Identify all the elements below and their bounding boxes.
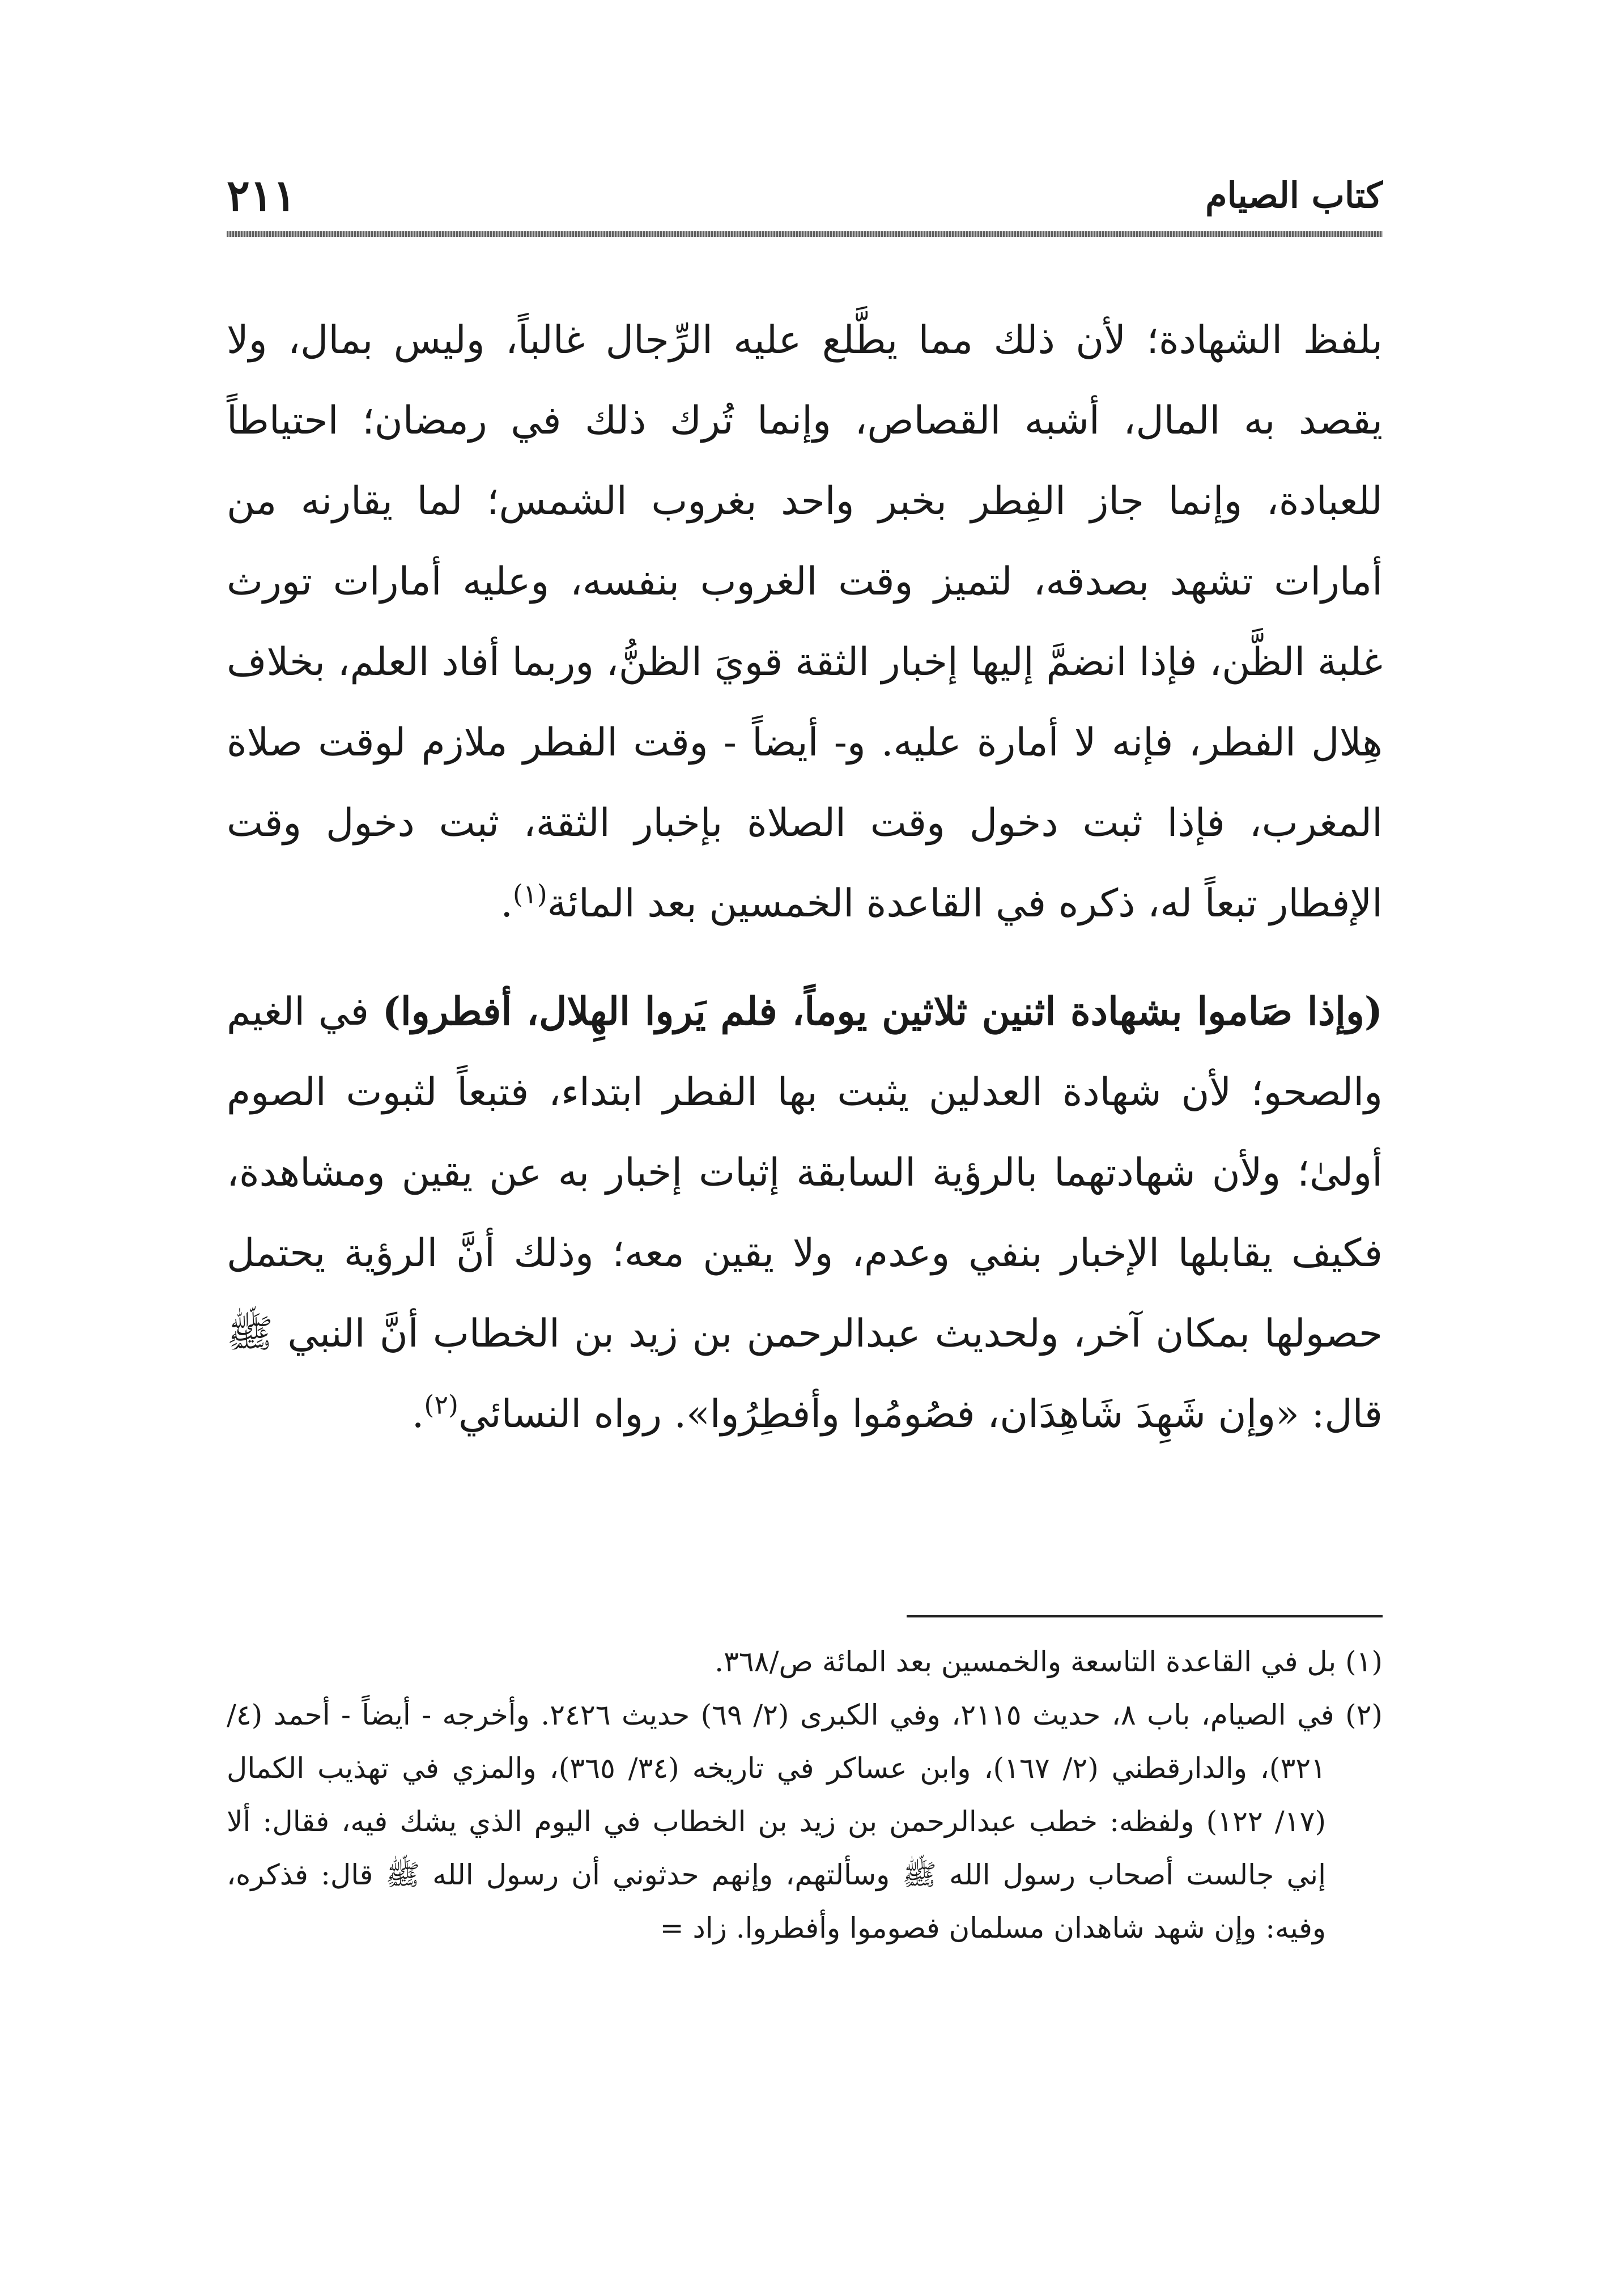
page-number: ٢١١ — [227, 170, 296, 220]
paragraph-2-text: في الغيم والصحو؛ لأن شهادة العدلين يثبت بها الفطر ابتداء، فتبعاً لثبوت الصوم أولىٰ؛ ولأن شهادتهما بالرؤية السابقة إثبات إخبار به عن يقين ومشاهدة، فكيف يقابلها الإخبار بنفي وعدم، ولا يقين معه؛ وذلك أنَّ الرؤية يحتمل حصولها بمكان آخر، ولحديث عبدالرحمن بن زيد بن الخطاب أنَّ النبي ﷺ قال: «وإن شَهِدَ شَاهِدَان، فصُومُوا وأفطِرُوا». رواه النسائي — [227, 990, 1383, 1437]
paragraph-1-end: . — [500, 881, 513, 926]
chapter-title: كتاب الصيام — [1205, 175, 1383, 216]
footnotes — [227, 1635, 1383, 1955]
footnote-divider — [907, 1615, 1383, 1617]
paragraph-2 — [227, 971, 1383, 1455]
footnote-2: (٢) في الصيام، باب ٨، حديث ٢١١٥، وفي الكبرى (٢/ ٦٩) حديث ٢٤٢٦. وأخرجه - أيضاً - أحمد (٤/ ٣٢١)، والدارقطني (٢/ ١٦٧)، وابن عساكر في تاريخه (٣٤/ ٣٦٥)، والمزي في تهذيب الكمال (١٧/ ١٢٢) ولفظه: خطب عبدالرحمن بن زيد بن الخطاب في اليوم الذي يشك فيه، فقال: ألا إني جالست أصحاب رسول الله ﷺ وسألتهم، وإنهم حدثوني أن رسول الله ﷺ قال: فذكره، وفيه: وإن شهد شاهدان مسلمان فصوموا وأفطروا. زاد = — [227, 1698, 1383, 1944]
matn-bold-text: (وإذا صَاموا بشهادة اثنين ثلاثين يوماً، فلم يَروا الهِلال، أفطروا) — [382, 989, 1383, 1034]
footnote-1: (١) بل في القاعدة التاسعة والخمسين بعد المائة ص/٣٦٨. — [715, 1645, 1383, 1678]
paragraph-1-text: بلفظ الشهادة؛ لأن ذلك مما يطَّلع عليه الرِّجال غالباً، وليس بمال، ولا يقصد به المال، أشبه القصاص، وإنما تُرك ذلك في رمضان؛ احتياطاً للعبادة، وإنما جاز الفِطر بخبر واحد بغروب الشمس؛ لما يقارنه من أمارات تشهد بصدقه، لتميز وقت الغروب بنفسه، وعليه أمارات تورث غلبة الظَّن، فإذا انضمَّ إليها إخبار الثقة قويَ الظنُّ، وربما أفاد العلم، بخلاف هِلال الفطر، فإنه لا أمارة عليه. و- أيضاً - وقت الفطر ملازم لوقت صلاة المغرب، فإذا ثبت دخول وقت الصلاة بإخبار الثقة، ثبت دخول وقت الإفطار تبعاً له، ذكره في القاعدة الخمسين بعد المائة — [227, 318, 1383, 926]
paragraph-2-end: . — [411, 1392, 424, 1437]
main-text — [227, 300, 1383, 1455]
paragraph-1 — [227, 300, 1383, 944]
footnote-ref-2: (٢) — [424, 1389, 458, 1420]
header-rule — [227, 231, 1383, 237]
running-header — [227, 170, 1383, 227]
footnote-ref-1: (١) — [513, 878, 547, 910]
